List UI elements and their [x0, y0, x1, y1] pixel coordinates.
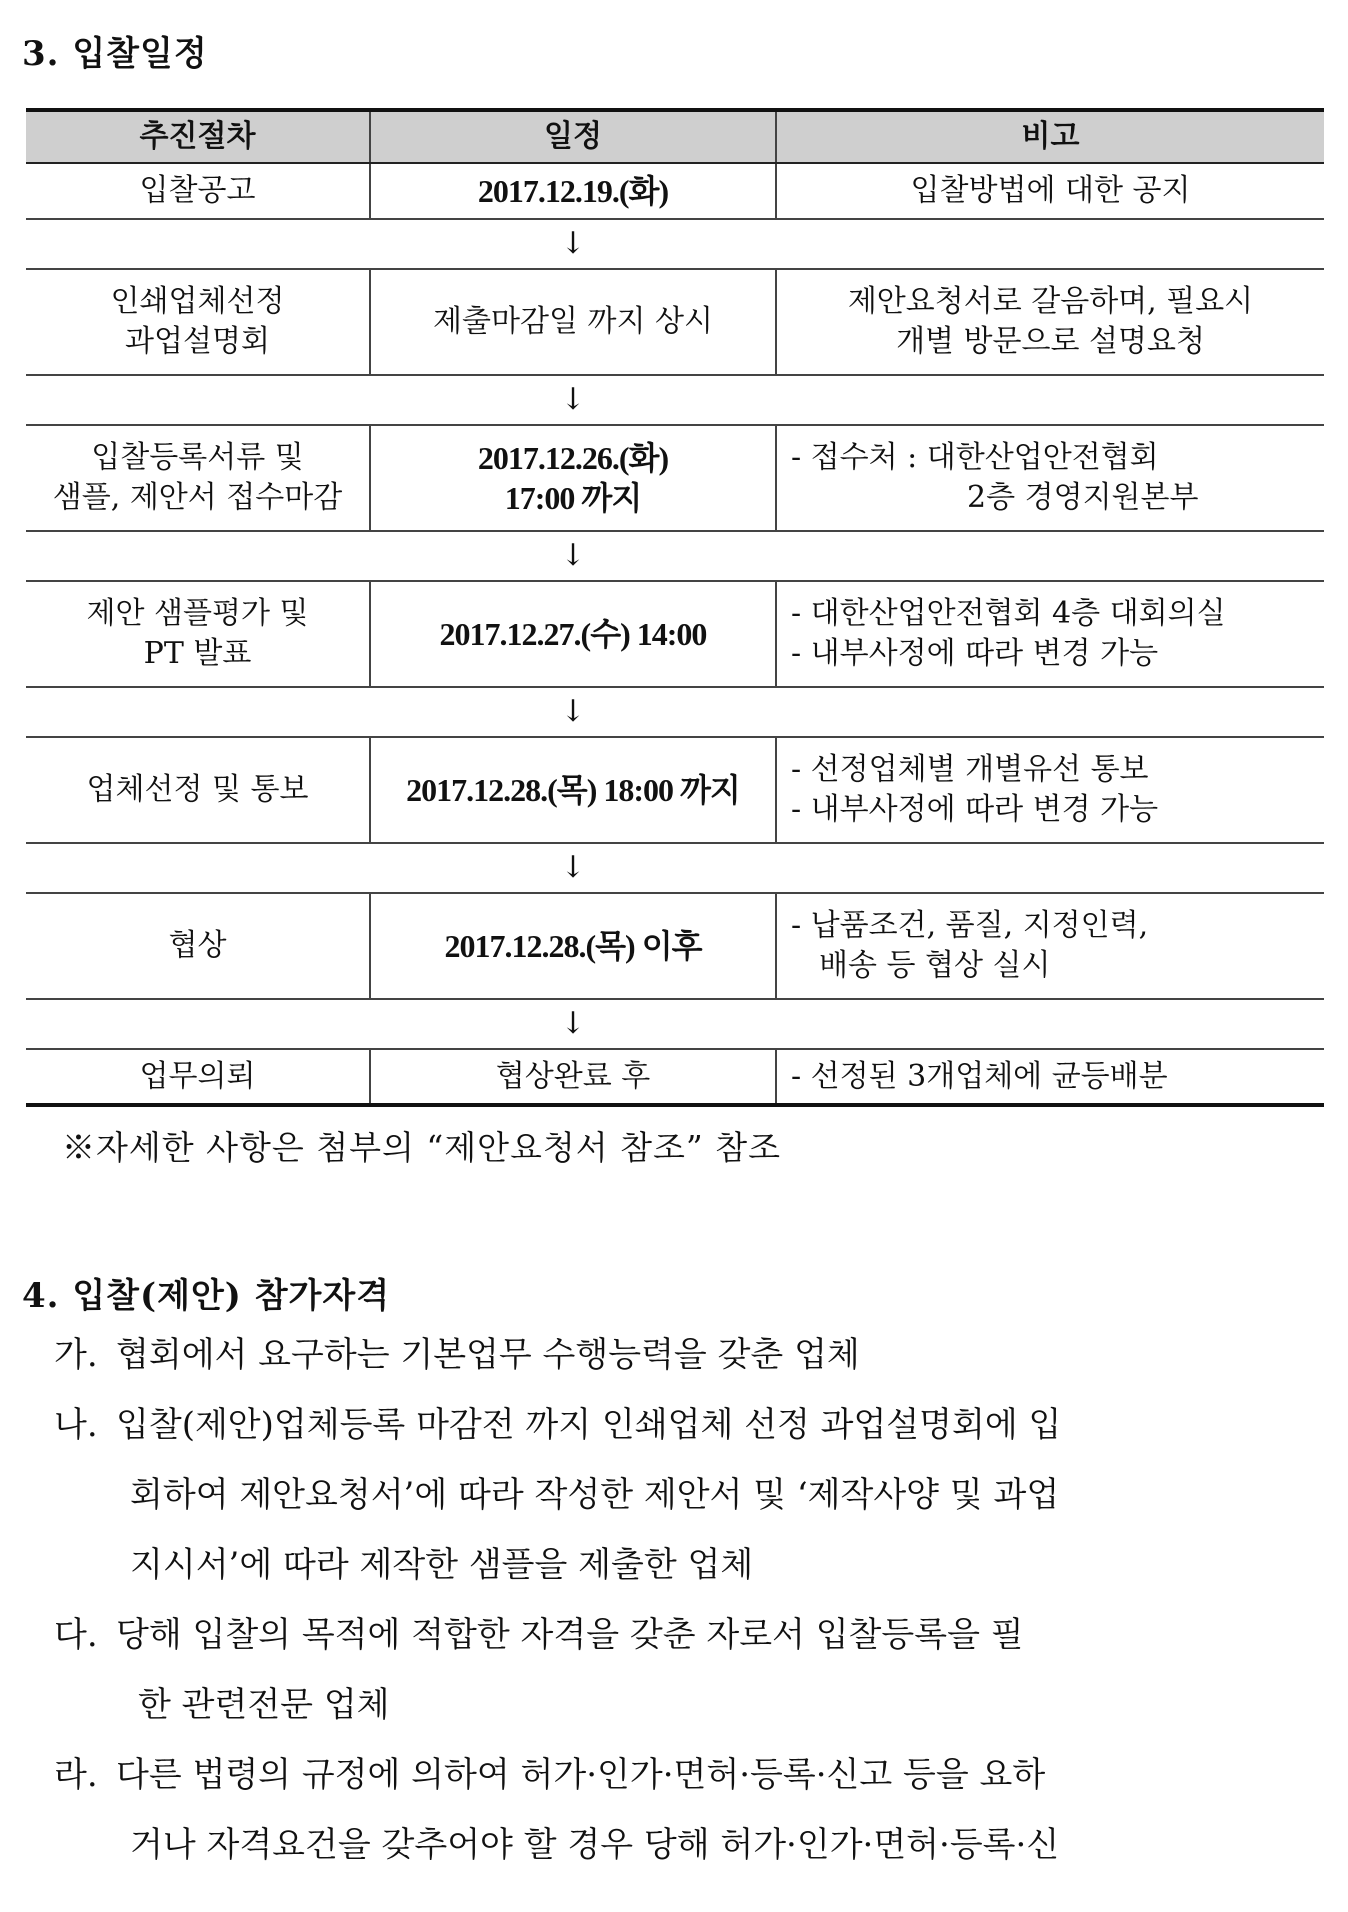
date-cell: 2017.12.28.(목) 18:00 까지	[370, 737, 776, 843]
step-cell: 제안 샘플평가 및 PT 발표	[26, 581, 370, 687]
table-row	[26, 1049, 1324, 1105]
section-3-title: 3. 입찰일정	[22, 34, 208, 74]
step-cell: 입찰공고	[26, 163, 370, 219]
list-item: 라. 다른 법령의 규정에 의하여 허가·인가·면허·등록·신고 등을 요하 거나 자격요건을 갖추어야 할 경우 당해 허가·인가·면허·등록·신	[54, 1740, 1314, 1880]
step-cell: 업체선정 및 통보	[26, 737, 370, 843]
step-cell: 업무의뢰	[26, 1049, 370, 1105]
note-cell: - 대한산업안전협회 4층 대회의실 - 내부사정에 따라 변경 가능	[776, 581, 1324, 687]
note-cell: 제안요청서로 갈음하며, 필요시 개별 방문으로 설명요청	[776, 269, 1324, 375]
down-arrow-icon: ↓	[560, 538, 586, 573]
table-row	[26, 893, 1324, 999]
item-label: 라.	[54, 1755, 98, 1795]
remark-note: ※자세한 사항은 첨부의 “제안요청서 참조” 참조	[62, 1128, 781, 1167]
note-cell: - 선정된 3개업체에 균등배분	[776, 1049, 1324, 1105]
list-item: 다. 당해 입찰의 목적에 적합한 자격을 갖춘 자로서 입찰등록을 필 한 관련전문 업체	[54, 1600, 1314, 1740]
table-row	[26, 163, 1324, 219]
down-arrow-icon: ↓	[560, 382, 586, 417]
note-cell: 입찰방법에 대한 공지	[776, 163, 1324, 219]
item-label: 가.	[54, 1335, 98, 1375]
date-cell: 협상완료 후	[370, 1049, 776, 1105]
table-row	[26, 737, 1324, 843]
date-cell: 2017.12.19.(화)	[370, 163, 776, 219]
table-row	[26, 425, 1324, 531]
step-cell: 인쇄업체선정 과업설명회	[26, 269, 370, 375]
note-cell: - 선정업체별 개별유선 통보 - 내부사정에 따라 변경 가능	[776, 737, 1324, 843]
down-arrow-icon: ↓	[560, 694, 586, 729]
arrow-row	[26, 843, 1324, 893]
date-cell: 제출마감일 까지 상시	[370, 269, 776, 375]
down-arrow-icon: ↓	[560, 850, 586, 885]
arrow-row	[26, 219, 1324, 269]
table-header-row	[26, 110, 1324, 163]
note-cell: - 납품조건, 품질, 지정인력, 배송 등 협상 실시	[776, 893, 1324, 999]
section-4-title: 4. 입찰(제안) 참가자격	[22, 1276, 391, 1316]
date-cell: 2017.12.28.(목) 이후	[370, 893, 776, 999]
item-label: 다.	[54, 1615, 98, 1655]
arrow-row	[26, 375, 1324, 425]
header-note: 비고	[776, 110, 1324, 163]
date-cell: 2017.12.27.(수) 14:00	[370, 581, 776, 687]
down-arrow-icon: ↓	[560, 226, 586, 261]
arrow-row	[26, 531, 1324, 581]
item-label: 나.	[54, 1405, 98, 1445]
header-date: 일정	[370, 110, 776, 163]
table-row	[26, 581, 1324, 687]
step-cell: 협상	[26, 893, 370, 999]
list-item: 나. 입찰(제안)업체등록 마감전 까지 인쇄업체 선정 과업설명회에 입 회하여 제안요청서’에 따라 작성한 제안서 및 ‘제작사양 및 과업 지시서’에 따라 제작한 샘플을 제출한 업체	[54, 1390, 1314, 1600]
down-arrow-icon: ↓	[560, 1006, 586, 1041]
arrow-row	[26, 999, 1324, 1049]
date-cell: 2017.12.26.(화) 17:00 까지	[370, 425, 776, 531]
header-step: 추진절차	[26, 110, 370, 163]
qualification-list	[54, 1320, 1314, 1880]
arrow-row	[26, 687, 1324, 737]
list-item: 가. 협회에서 요구하는 기본업무 수행능력을 갖춘 업체	[54, 1320, 1314, 1390]
note-cell: - 접수처 : 대한산업안전협회 2층 경영지원본부	[776, 425, 1324, 531]
step-cell: 입찰등록서류 및 샘플, 제안서 접수마감	[26, 425, 370, 531]
schedule-table	[26, 108, 1324, 1107]
table-row	[26, 269, 1324, 375]
